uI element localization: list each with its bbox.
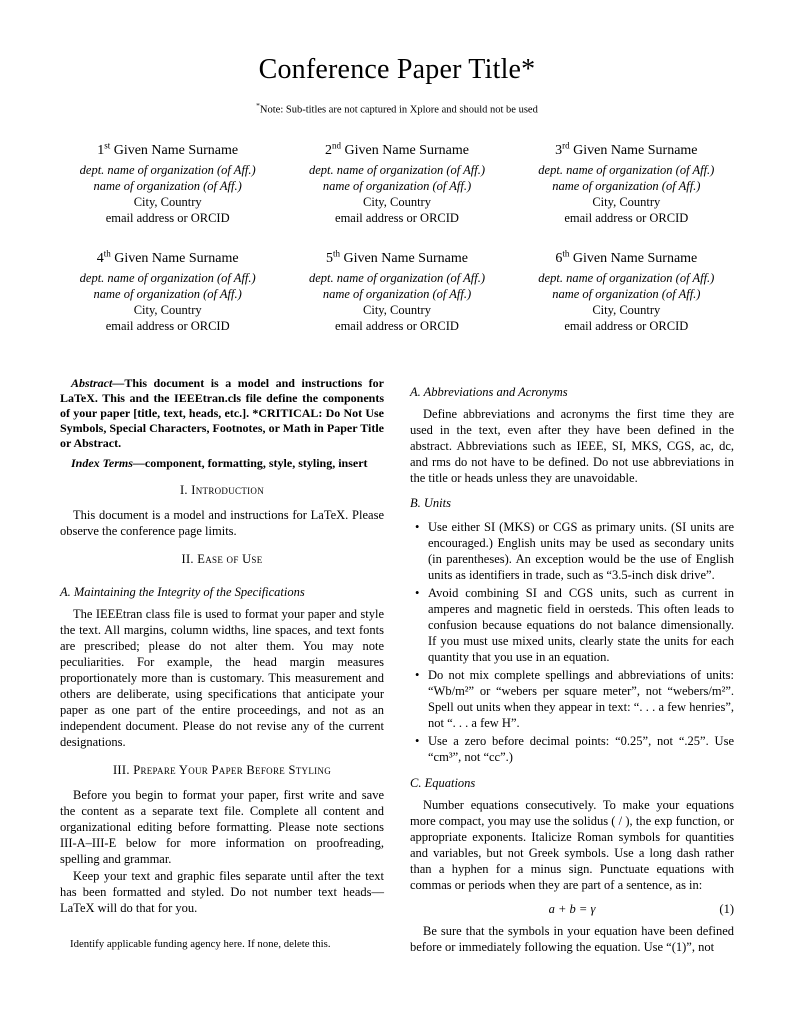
funding-footnote: Identify applicable funding agency here. If none, delete this. [70,937,331,950]
author-ordinal-suffix: th [562,247,570,258]
author-email: email address or ORCID [105,318,230,333]
author-ordinal: 5 [326,250,334,266]
author-ordinal: 6 [555,250,563,266]
author-ordinal: 3 [555,142,563,158]
author-block-3 [519,139,734,226]
author-city: City, Country [592,302,661,317]
author-ordinal: 4 [96,250,104,266]
author-dept: dept. name of organization (of Aff.) [538,162,715,177]
author-name-text: Given Name Surname [569,250,698,266]
author-block-5 [289,247,504,334]
author-email: email address or ORCID [335,318,459,333]
equations-paragraph-2: Be sure that the symbols in your equation have been defined before or immediately following the equation. Use “(1)”, not [410,923,734,954]
author-city: City, Country [363,302,431,317]
author-ordinal: 2 [325,142,333,158]
author-ordinal-suffix: th [103,247,111,258]
author-name [60,139,275,159]
paper-title: Conference Paper Title* [258,54,536,85]
units-bullet-4: • Use a zero before decimal points: “0.25”, not “.25”. Use “cm³”, not “cc”.) [410,733,734,765]
authors-grid [60,139,734,334]
author-email: email address or ORCID [335,210,459,225]
author-city: City, Country [363,194,431,209]
author-org: name of organization (of Aff.) [322,286,472,301]
abstract [60,376,384,451]
section-heading-ease-of-use: II. Ease of Use [181,551,263,566]
author-block-1 [60,139,275,226]
author-email: email address or ORCID [564,210,689,225]
author-org: name of organization (of Aff.) [552,286,701,301]
subsection-heading-integrity: A. Maintaining the Integrity of the Specifications [60,584,305,599]
author-city: City, Country [133,194,202,209]
author-block-4 [60,247,275,334]
abstract-text: This document is a model and instructions for LaTeX. This and the IEEEtran.cls file define the components of your paper [title, text, heads, etc.]. *CRITICAL: Do Not Use Symbols, Special Characters, Footnotes, or Math in Paper Title or Abstract. [60,375,384,450]
equation-number: (1) [719,901,734,916]
author-name [519,139,734,159]
subsection-heading-abbreviations: A. Abbreviations and Acronyms [410,384,568,399]
author-city: City, Country [133,302,202,317]
author-name-text: Given Name Surname [110,142,239,158]
units-bullet-3: • Do not mix complete spellings and abbreviations of units: “Wb/m²” or “webers per square meter”, not “webers/m²”. Spell out units when they appear in text: “. . . a few henries”, not “. . . a few H”. [410,667,734,731]
title-note-text: Note: Sub-titles are not captured in Xplore and should not be used [259,104,538,116]
section-heading-introduction: I. Introduction [179,482,265,497]
author-dept: dept. name of organization (of Aff.) [308,162,486,177]
right-column [410,376,734,961]
author-ordinal-suffix: st [104,139,111,150]
units-bullet-2: • Avoid combining SI and CGS units, such as current in amperes and magnetic field in oersteds. This often leads to confusion because equations do not balance dimensionally. If you must use mixed units, clearly state the units for each quantity that you use in an equation. [410,585,734,665]
author-name [289,139,504,159]
author-name-text: Given Name Surname [569,142,698,158]
author-name-text: Given Name Surname [341,142,469,158]
author-name [289,247,504,267]
section-heading-prepare: III. Prepare Your Paper Before Styling [112,762,332,777]
author-org: name of organization (of Aff.) [93,286,242,301]
author-org: name of organization (of Aff.) [322,178,472,193]
author-org: name of organization (of Aff.) [552,178,701,193]
subsection-heading-equations: C. Equations [410,775,476,790]
prepare-paragraph-1: Before you begin to format your paper, first write and save the content as a separate text file. Complete all content and organizational editing before formatting. Please note sections III-A–III-E below for more information on proofreading, spelling and grammar. [60,787,384,866]
introduction-paragraph: This document is a model and instructions for LaTeX. Please observe the conference page limits. [60,507,384,538]
author-ordinal-suffix: rd [562,139,570,150]
author-name-text: Given Name Surname [340,250,468,266]
index-terms-label: Index Terms— [71,455,145,470]
author-ordinal-suffix: th [333,247,341,258]
paper-header [60,54,734,116]
subsection-heading-units: B. Units [410,495,451,510]
author-name-text: Given Name Surname [110,250,239,266]
author-email: email address or ORCID [564,318,689,333]
author-ordinal-suffix: nd [332,139,342,150]
equation-1 [410,901,734,917]
units-bullet-list [410,519,734,767]
abstract-label: Abstract— [71,375,125,390]
units-bullet-1: • Use either SI (MKS) or CGS as primary units. (SI units are encouraged.) English units may be used as secondary units (in parentheses). An exception would be the use of English units as identifiers in trade, such as “3.5-inch disk drive”. [410,519,734,583]
author-dept: dept. name of organization (of Aff.) [79,270,256,285]
author-org: name of organization (of Aff.) [93,178,242,193]
left-column [60,376,384,961]
equation-body: a + b = γ [548,901,596,916]
author-dept: dept. name of organization (of Aff.) [79,162,256,177]
author-dept: dept. name of organization (of Aff.) [308,270,486,285]
paper-body [60,376,734,961]
author-name [519,247,734,267]
prepare-paragraph-2: Keep your text and graphic files separate until after the text has been formatted and styled. Do not number text heads—LaTeX will do that for you. [60,868,384,915]
equations-paragraph: Number equations consecutively. To make your equations more compact, you may use the solidus ( / ), the exp function, or appropriate exponents. Italicize Roman symbols for quantities and variables, but not Greek symbols. Use a long dash rather than a hyphen for a minus sign. Punctuate equations with commas or periods when they are part of a sentence, as in: [410,797,734,892]
index-terms-text: component, formatting, style, styling, insert [144,455,368,470]
author-block-2 [289,139,504,226]
title-note [60,101,734,116]
author-name [60,247,275,267]
index-terms [60,456,384,471]
author-city: City, Country [592,194,661,209]
author-ordinal: 1 [97,142,105,158]
abbreviations-paragraph: Define abbreviations and acronyms the first time they are used in the text, even after they have been defined in the abstract. Abbreviations such as IEEE, SI, MKS, CGS, ac, dc, and rms do not have to be defined. Do not use abbreviations in the title or heads unless they are unavoidable. [410,406,734,485]
title-note-asterisk: * [256,101,260,110]
author-email: email address or ORCID [105,210,230,225]
integrity-paragraph: The IEEEtran class file is used to format your paper and style the text. All margins, column widths, line spaces, and text fonts are prescribed; please do not alter them. You may note peculiarities. For example, the head margin measures proportionately more than is customary. This measurement and others are deliberate, using specifications that anticipate your paper as one part of the entire proceedings, and not as an independent document. Please do not revise any of the current designations. [60,606,384,749]
author-dept: dept. name of organization (of Aff.) [538,270,715,285]
author-block-6 [519,247,734,334]
